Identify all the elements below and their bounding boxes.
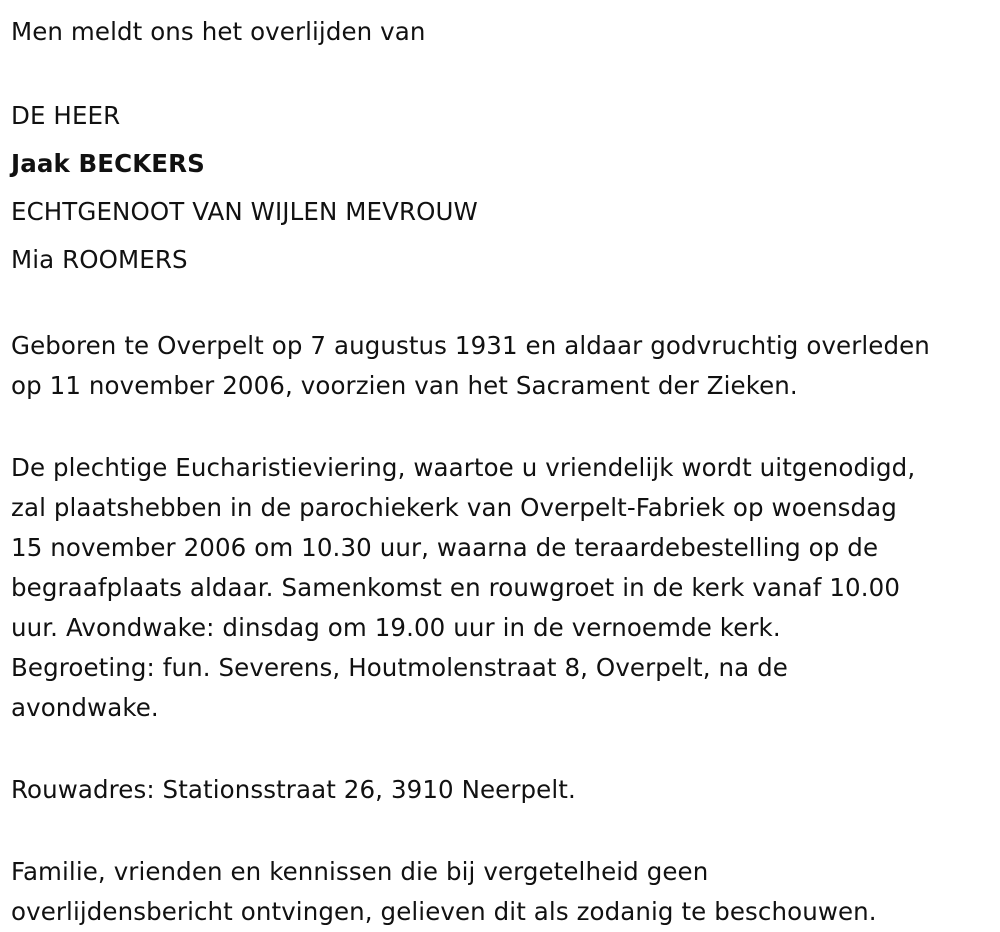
paragraph-line: op 11 november 2006, voorzien van het Sacrament der Zieken. [11,371,798,400]
title-prefix: DE HEER [11,101,121,130]
paragraph-line: De plechtige Eucharistieviering, waartoe u vriendelijk wordt uitgenodigd, [11,453,916,482]
paragraph-line: Familie, vrienden en kennissen die bij vergetelheid geen [11,857,709,886]
paragraph-line: uur. Avondwake: dinsdag om 19.00 uur in de vernoemde kerk. [11,613,781,642]
mourning-address: Rouwadres: Stationsstraat 26, 3910 Neerpelt. [11,775,576,804]
paragraph-line: Begroeting: fun. Severens, Houtmolenstraat 8, Overpelt, na de [11,653,788,682]
spouse-name: Mia ROOMERS [11,245,188,274]
paragraph-line: avondwake. [11,693,159,722]
spacer [11,810,1000,852]
paragraph-line: zal plaatshebben in de parochiekerk van Overpelt-Fabriek op woensdag [11,493,897,522]
spacer [11,728,1000,770]
ceremony-paragraph [11,448,1000,728]
paragraph-line: Geboren te Overpelt op 7 augustus 1931 en aldaar godvruchtig overleden [11,331,930,360]
closing-paragraph [11,852,1000,932]
paragraph-line: overlijdensbericht ontvingen, gelieven dit als zodanig te beschouwen. [11,897,877,926]
spouse-relation: ECHTGENOOT VAN WIJLEN MEVROUW [11,197,478,226]
spacer [11,284,1000,326]
deceased-name: Jaak BECKERS [11,149,205,178]
birth-death-paragraph [11,326,1000,406]
paragraph-line: 15 november 2006 om 10.30 uur, waarna de teraardebestelling op de [11,533,879,562]
spacer [11,56,1000,92]
paragraph-line: begraafplaats aldaar. Samenkomst en rouwgroet in de kerk vanaf 10.00 [11,573,901,602]
intro-text: Men meldt ons het overlijden van [11,17,426,46]
spacer [11,406,1000,448]
